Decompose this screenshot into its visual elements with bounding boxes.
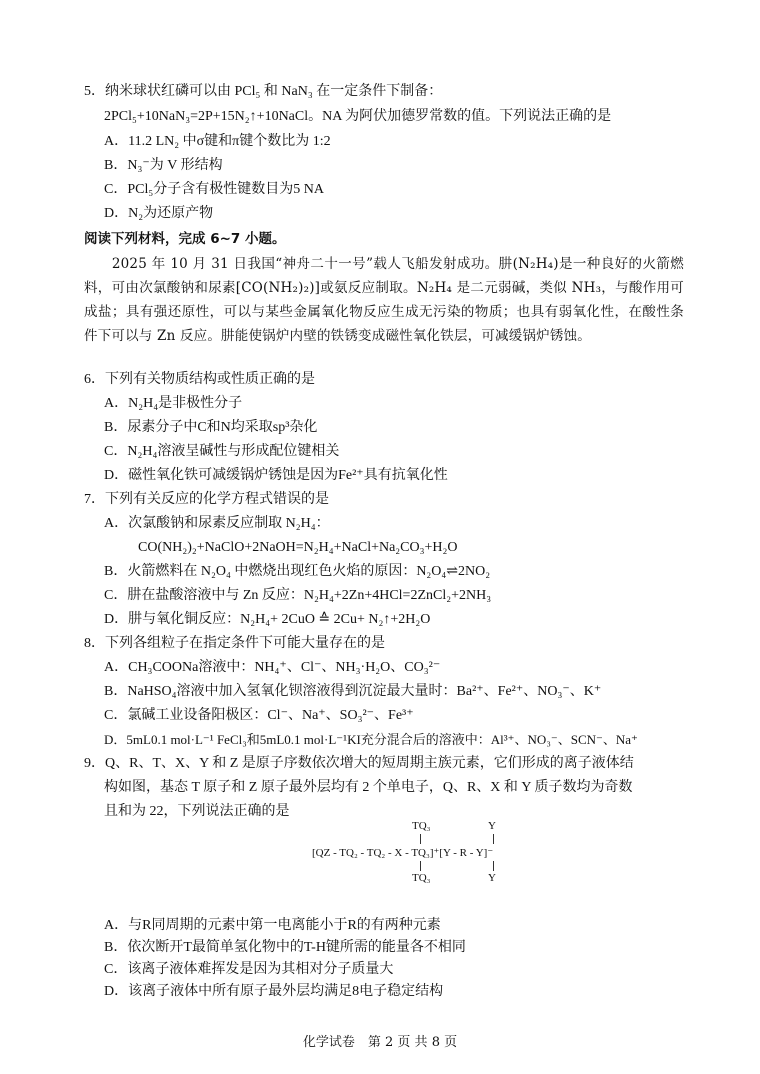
q6-option-b: B．尿素分子中C和N均采取sp³杂化 — [104, 420, 318, 435]
q9-option-d: D．该离子液体中所有原子最外层均满足8电子稳定结构 — [104, 984, 444, 999]
ionic-liquid-structure-diagram — [312, 820, 542, 890]
q7-stem: 7．下列有关反应的化学方程式错误的是 — [84, 492, 329, 507]
bond-line-y-bottom — [493, 861, 494, 871]
q5-option-c: C．PCl₅分子含有极性键数目为5 NA — [104, 182, 324, 197]
q7-option-d: D．肼与氧化铜反应：N₂H₄+ 2CuO ≙ 2Cu+ N₂↑+2H₂O — [104, 612, 431, 627]
q5-option-a: A．11.2 LN₂ 中σ键和π键个数比为 1:2 — [104, 134, 331, 149]
q9-option-c: C．该离子液体难挥发是因为其相对分子质量大 — [104, 962, 394, 977]
diagram-top-label: TQ₃ — [412, 820, 431, 832]
q9-stem-line3: 且和为 22，下列说法正确的是 — [104, 804, 290, 819]
q8-option-c: C．氯碱工业设备阳极区：Cl⁻、Na⁺、SO₃²⁻、Fe³⁺ — [104, 708, 414, 723]
bond-line-top — [420, 834, 421, 844]
reading-heading: 阅读下列材料，完成 6~7 小题。 — [84, 231, 286, 247]
q9-stem-line1: 9．Q、R、T、X、Y 和 Z 是原子序数依次增大的短周期主族元素，它们形成的离子液体结 — [84, 756, 634, 771]
q7-option-a-equation: CO(NH₂)₂+NaClO+2NaOH=N₂H₄+NaCl+Na₂CO₃+H₂O — [138, 540, 458, 555]
q9-stem-line2: 构如图，基态 T 原子和 Z 原子最外层均有 2 个单电子，Q、R、X 和 Y 质子数均为奇数 — [104, 780, 633, 795]
q5-option-b: B．N₃⁻为 V 形结构 — [104, 158, 223, 173]
page-footer: 化学试卷 第 2 页 共 8 页 — [302, 1035, 458, 1050]
q7-option-a: A．次氯酸钠和尿素反应制取 N₂H₄： — [104, 516, 330, 531]
q6-option-a: A．N₂H₄是非极性分子 — [104, 396, 243, 411]
q8-option-d: D．5mL0.1 mol·L⁻¹ FeCl₃和5mL0.1 mol·L⁻¹KI充分混合后的溶液中：Al³⁺、NO₃⁻、SCN⁻、Na⁺ — [104, 732, 638, 747]
q5-option-d: D．N₂为还原产物 — [104, 206, 214, 221]
q8-option-b: B．NaHSO₄溶液中加入氢氧化钡溶液得到沉淀最大量时：Ba²⁺、Fe²⁺、NO₃⁻、K⁺ — [104, 684, 602, 699]
q6-stem: 6．下列有关物质结构或性质正确的是 — [84, 372, 315, 387]
q7-option-b: B．火箭燃料在 N₂O₄ 中燃烧出现红色火焰的原因：N₂O₄⇌2NO₂ — [104, 564, 491, 579]
diagram-bottom-label: TQ₃ — [412, 872, 431, 884]
q9-option-b: B．依次断开T最简单氢化物中的T-H键所需的能量各不相同 — [104, 940, 466, 955]
bond-line-y-top — [493, 834, 494, 844]
diagram-y-bottom: Y — [488, 872, 496, 884]
q8-stem: 8．下列各组粒子在指定条件下可能大量存在的是 — [84, 636, 385, 651]
reading-passage: 2025 年 10 月 31 日我国“神舟二十一号”载人飞船发射成功。肼(N₂H₄)是一种良好的火箭燃料，可由次氯酸钠和尿素[CO(NH₂)₂)]或氨反应制取。N₂H₄ 是二元弱碱，类似 NH₃，与酸作用可成盐；具有强还原性，可以与某些金属氧化物反应生成无污染的物质；也具有弱氧化性，在酸性条件下可以与 Zn 反应。肼能使锅炉内壁的铁锈变成磁性氧化铁层，可减缓锅炉锈蚀。 — [84, 256, 684, 344]
q8-option-a: A．CH₃COONa溶液中：NH₄⁺、Cl⁻、NH₃·H₂O、CO₃²⁻ — [104, 660, 441, 675]
q6-option-c: C．N₂H₄溶液呈碱性与形成配位键相关 — [104, 444, 340, 459]
q5-equation: 2PCl₅+10NaN₃=2P+15N₂↑+10NaCl。NA 为阿伏加德罗常数的值。下列说法正确的是 — [104, 109, 612, 124]
q7-option-c: C．肼在盐酸溶液中与 Zn 反应：N₂H₄+2Zn+4HCl=2ZnCl₂+2NH₃ — [104, 588, 492, 603]
diagram-y-top: Y — [488, 820, 496, 832]
q9-option-a: A．与R同周期的元素中第一电离能小于R的有两种元素 — [104, 918, 441, 933]
q6-option-d: D．磁性氧化铁可减缓锅炉锈蚀是因为Fe²⁺具有抗氧化性 — [104, 468, 448, 483]
bond-line-bottom — [420, 861, 421, 871]
diagram-main-formula: [QZ - TQ₂ - TQ₂ - X - TQ₃]⁺[Y - R - Y]⁻ — [312, 847, 494, 859]
q5-stem: 5．纳米球状红磷可以由 PCl₅ 和 NaN₃ 在一定条件下制备： — [84, 84, 443, 99]
